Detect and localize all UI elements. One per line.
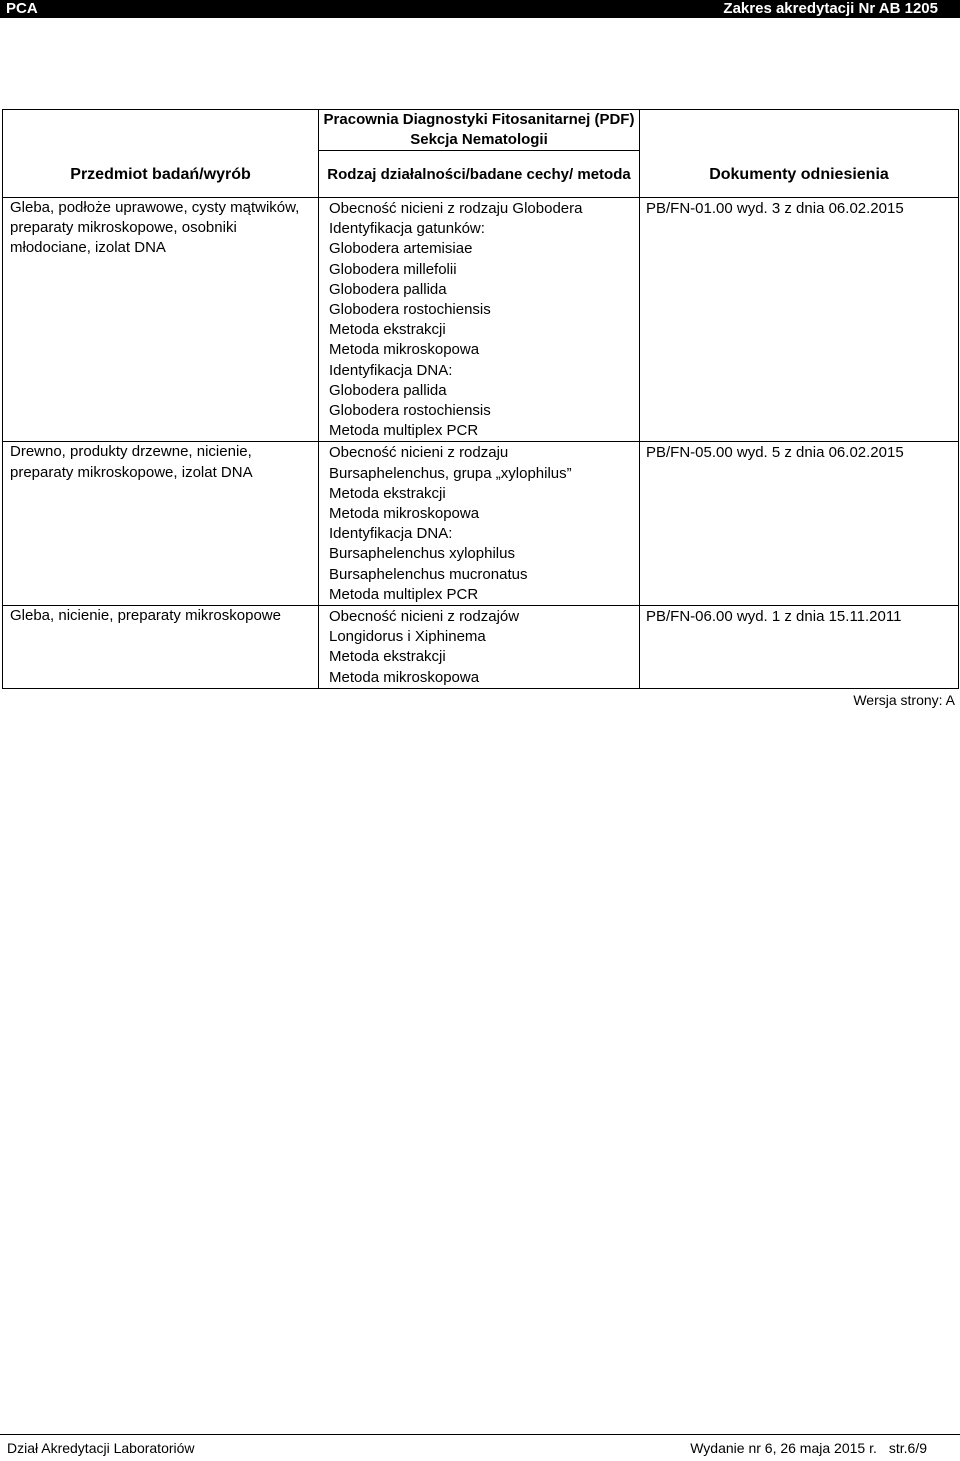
subject-cell <box>3 606 319 689</box>
method-line: Longidorus i Xiphinema <box>329 628 486 646</box>
method-line: Metoda mikroskopowa <box>329 668 480 686</box>
reference-doc-cell <box>640 198 959 442</box>
method-cell <box>319 442 640 606</box>
method-line: Globodera rostochiensis <box>329 301 491 319</box>
footer-edition: Wydanie nr 6, 26 maja 2015 r. <box>690 1440 877 1456</box>
reference-doc-cell <box>640 606 959 689</box>
method-line: Globodera pallida <box>329 381 447 399</box>
subject-cell <box>3 442 319 606</box>
footer-page-number: str.6/9 <box>888 1440 927 1456</box>
section-title: Sekcja Nematologii <box>410 131 548 148</box>
method-cell <box>319 198 640 442</box>
method-line: Bursaphelenchus, grupa „xylophilus” <box>329 464 572 482</box>
reference-doc: PB/FN-05.00 wyd. 5 z dnia 06.02.2015 <box>646 444 904 462</box>
method-line: Obecność nicieni z rodzaju <box>329 444 509 462</box>
method-line: Metoda ekstrakcji <box>329 321 446 339</box>
footer-edition-info <box>690 1435 927 1461</box>
lab-title: Pracownia Diagnostyki Fitosanitarnej (PDF) <box>323 111 635 128</box>
method-cell <box>319 606 640 689</box>
method-line: Obecność nicieni z rodzajów <box>329 608 520 626</box>
reference-doc-cell <box>640 442 959 606</box>
column-header-docs <box>640 110 959 198</box>
header-document-title: Zakres akredytacji Nr AB 1205 <box>723 0 938 17</box>
reference-doc: PB/FN-01.00 wyd. 3 z dnia 06.02.2015 <box>646 200 904 217</box>
column-header-docs-text: Dokumenty odniesienia <box>709 166 889 184</box>
method-line: Globodera millefolii <box>329 260 457 278</box>
column-header-subject <box>3 110 319 198</box>
reference-doc: PB/FN-06.00 wyd. 1 z dnia 15.11.2011 <box>646 608 902 626</box>
method-line: Globodera pallida <box>329 280 447 298</box>
method-line: Metoda mikroskopowa <box>329 505 480 523</box>
method-line: Identyfikacja gatunków: <box>329 220 485 238</box>
method-line: Identyfikacja DNA: <box>329 361 453 379</box>
method-line: Identyfikacja DNA: <box>329 525 453 543</box>
method-line: Globodera artemisiae <box>329 240 473 258</box>
document-header <box>0 0 960 18</box>
document-footer <box>0 1434 960 1460</box>
table-row <box>3 606 959 689</box>
method-line: Bursaphelenchus mucronatus <box>329 565 528 583</box>
footer-department: Dział Akredytacji Laboratoriów <box>7 1440 195 1456</box>
subject-cell <box>3 198 319 442</box>
method-line: Globodera rostochiensis <box>329 402 491 420</box>
subject-text: Gleba, nicienie, preparaty mikroskopowe <box>10 607 281 625</box>
method-line: Metoda multiplex PCR <box>329 585 479 603</box>
method-line: Metoda mikroskopowa <box>329 341 480 359</box>
method-line: Metoda multiplex PCR <box>329 422 479 440</box>
table-row <box>3 198 959 442</box>
table-row <box>3 442 959 606</box>
method-line: Metoda ekstrakcji <box>329 484 446 502</box>
method-line: Bursaphelenchus xylophilus <box>329 545 515 563</box>
table-header-row <box>3 110 959 151</box>
column-header-method: Rodzaj działalności/badane cechy/ metoda <box>319 151 640 198</box>
subject-text: Gleba, podłoże uprawowe, cysty mątwików, preparaty mikroskopowe, osobniki młodociane, izolat DNA <box>10 199 300 257</box>
header-organization: PCA <box>6 0 38 17</box>
accreditation-table <box>2 109 959 689</box>
page-version-label: Wersja strony: A <box>853 692 955 708</box>
method-line: Metoda ekstrakcji <box>329 648 446 666</box>
subject-text: Drewno, produkty drzewne, nicienie, preparaty mikroskopowe, izolat DNA <box>10 443 253 481</box>
lab-title-cell <box>319 110 640 151</box>
method-line: Obecność nicieni z rodzaju Globodera <box>329 200 583 217</box>
column-header-subject-text: Przedmiot badań/wyrób <box>70 166 251 184</box>
